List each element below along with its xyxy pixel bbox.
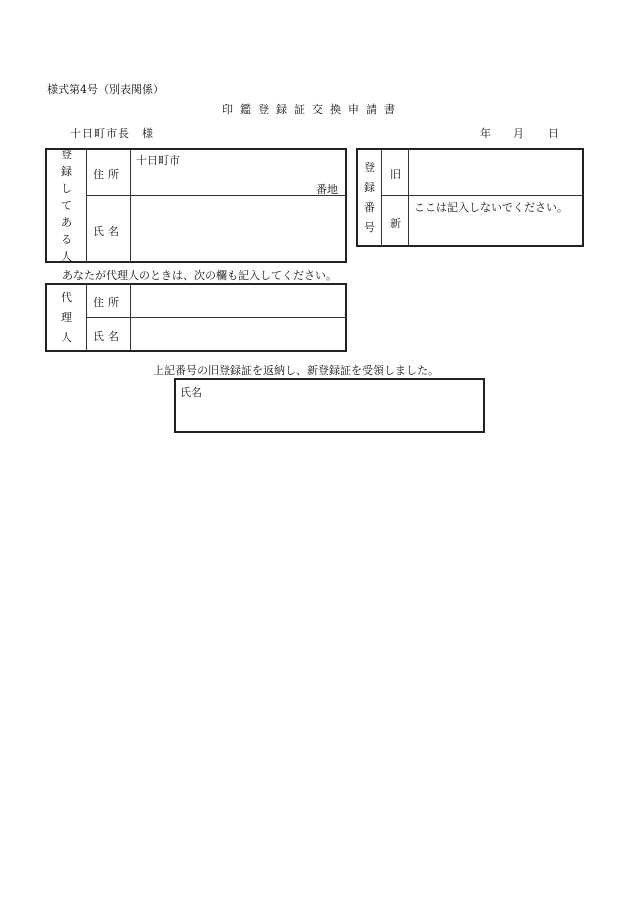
vertical-char: 番 xyxy=(364,200,375,214)
page-title: 印鑑登録証交換申請書 xyxy=(222,103,402,116)
vertical-char: 登 xyxy=(364,160,375,174)
registrant-address-prefix: 十日町市 xyxy=(136,154,180,167)
vertical-char: 人 xyxy=(61,330,72,344)
regnum-group-label xyxy=(358,150,381,245)
agent-note: あなたが代理人のときは、次の欄も記入してください。 xyxy=(62,269,337,282)
addressee: 十日町市長 様 xyxy=(70,127,154,140)
regnum-old-label: 旧 xyxy=(390,168,401,181)
vertical-char: 号 xyxy=(364,220,375,234)
regnum-new-note: ここは記入しないでください。 xyxy=(414,201,568,214)
agent-group-label xyxy=(47,285,86,350)
registrant-name-label: 氏名 xyxy=(93,225,123,238)
registrant-row-divider xyxy=(87,195,346,196)
registrant-name-field[interactable] xyxy=(132,197,344,261)
vertical-char: 登 xyxy=(61,148,72,161)
agent-address-label: 住所 xyxy=(93,296,123,309)
vertical-char: 代 xyxy=(61,290,72,304)
registrant-divider xyxy=(130,149,131,262)
vertical-char: 録 xyxy=(364,180,375,194)
vertical-char: 理 xyxy=(61,310,72,324)
vertical-char: 録 xyxy=(61,165,72,178)
registrant-address-suffix: 番地 xyxy=(316,183,338,196)
vertical-char: あ xyxy=(61,216,72,229)
date-year: 年 xyxy=(480,127,491,140)
vertical-char: 人 xyxy=(61,250,72,263)
agent-row-divider xyxy=(87,317,346,318)
receipt-name-label: 氏名 xyxy=(180,386,202,399)
registrant-group-label xyxy=(47,150,86,261)
registrant-address-label: 住所 xyxy=(93,168,123,181)
receipt-statement: 上記番号の旧登録証を返納し、新登録証を受領しました。 xyxy=(153,364,439,377)
regnum-old-field[interactable] xyxy=(410,150,582,194)
date-month: 月 xyxy=(513,127,524,140)
agent-name-label: 氏名 xyxy=(93,330,123,343)
agent-address-field[interactable] xyxy=(132,285,344,316)
regnum-divider xyxy=(408,149,409,246)
vertical-char: し xyxy=(61,182,72,195)
receipt-name-field[interactable] xyxy=(176,380,483,431)
registrant-divider xyxy=(86,149,87,262)
agent-name-field[interactable] xyxy=(132,319,344,350)
regnum-new-label: 新 xyxy=(390,217,401,230)
vertical-char: る xyxy=(61,233,72,246)
regnum-row-divider xyxy=(382,195,583,196)
date-day: 日 xyxy=(548,127,559,140)
registrant-address-field[interactable] xyxy=(132,150,344,194)
vertical-char: て xyxy=(61,199,72,212)
regnum-divider xyxy=(381,149,382,246)
form-number: 様式第4号（別表関係） xyxy=(47,83,164,96)
